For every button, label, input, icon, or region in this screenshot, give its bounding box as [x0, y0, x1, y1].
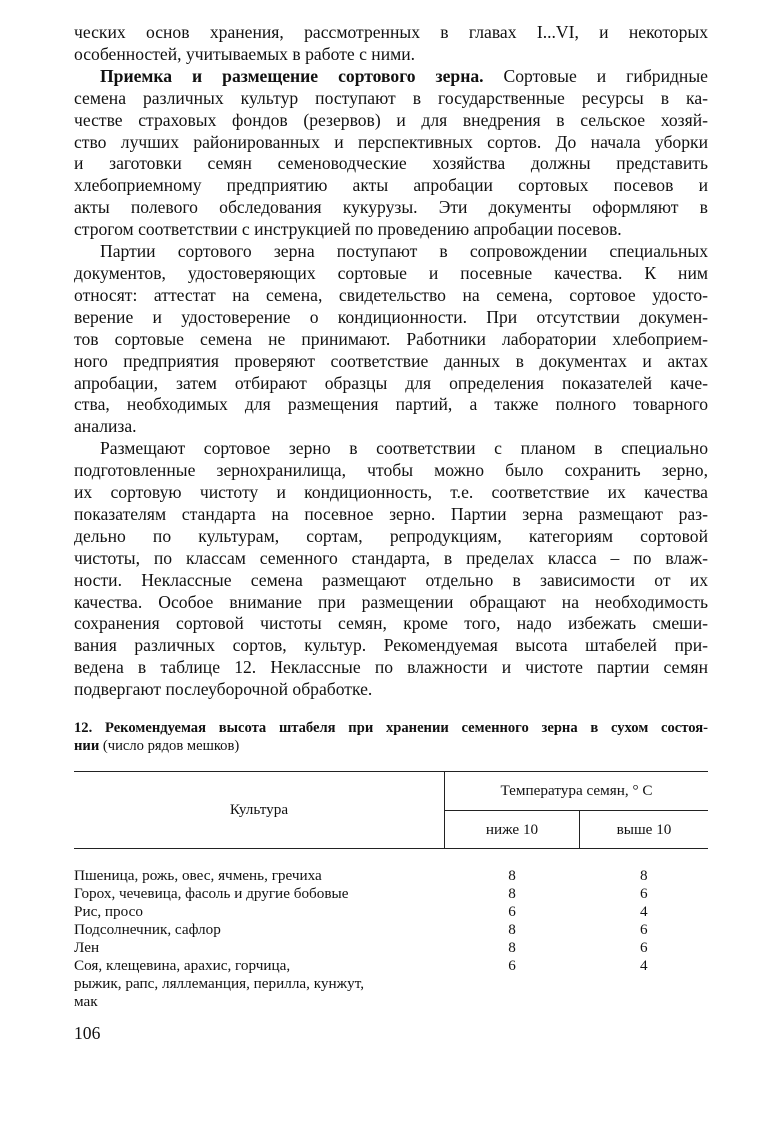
text-line: и заготовки семян семеноводческие хозяйства должны представить	[74, 153, 708, 174]
text-line: подвергают послеуборочной обработке.	[74, 679, 373, 700]
text-line: подготовленные зернохранилища, чтобы можно было сохранить зерно,	[74, 460, 708, 481]
text-fragment: Сортовые и гибридные	[503, 65, 708, 86]
cell-above-10	[580, 975, 709, 993]
table-row	[74, 957, 708, 975]
cell-above-10: 6	[639, 939, 648, 957]
page-content	[74, 22, 708, 1011]
column-header-below-10: ниже 10	[445, 811, 580, 849]
cell-culture: мак	[74, 993, 98, 1011]
text-line: ности. Неклассные семена размещают отдельно в зависимости от их	[74, 569, 708, 590]
table-row	[74, 867, 708, 885]
table-row	[74, 939, 708, 957]
text-line: относят: аттестат на семена, свидетельство на семена, сортовое удосто-	[74, 284, 708, 305]
cell-above-10: 6	[639, 885, 648, 903]
paragraph-documents	[74, 241, 708, 438]
cell-below-10	[445, 993, 580, 1011]
text-line: верение и удостоверение о кондиционности. При отсутствии докумен-	[74, 306, 708, 327]
cell-culture: Соя, клещевина, арахис, горчица,	[74, 957, 291, 975]
cell-below-10	[445, 975, 580, 993]
cell-above-10: 6	[639, 921, 648, 939]
text-line: ведена в таблице 12. Неклассные по влажности и чистоте партии семян	[74, 657, 708, 678]
stack-height-table	[74, 771, 708, 1011]
text-line: семена различных культур поступают в государственные ресурсы в ка-	[74, 87, 708, 108]
cell-above-10	[580, 993, 709, 1011]
cell-below-10: 6	[508, 957, 516, 975]
text-line: сохранения сортовой чистоты семян, кроме того, надо избежать смеши-	[74, 613, 708, 634]
cell-above-10: 4	[639, 957, 648, 975]
page-number: 106	[74, 1023, 101, 1043]
intro-paragraph	[74, 22, 708, 66]
cell-culture: Горох, чечевица, фасоль и другие бобовые	[74, 885, 349, 903]
text-line: ного предприятия проверяют соответствие данных в документах и актах	[74, 350, 708, 371]
text-line: дельно по культурам, сортам, репродукциям, категориям сортовой	[74, 525, 708, 546]
cell-culture: Подсолнечник, сафлор	[74, 921, 221, 939]
text-line: документов, удостоверяющих сортовые и посевные качества. К ним	[74, 262, 708, 283]
caption-bold-fragment: нии	[74, 738, 100, 755]
cell-culture: Пшеница, рожь, овес, ячмень, гречиха	[74, 867, 322, 885]
table-row	[74, 921, 708, 939]
text-line: честве страховых фондов (резервов) и для внедрения в сельское хозяй-	[74, 109, 708, 130]
section-title: Приемка и размещение сортового зерна.	[100, 65, 484, 86]
text-line: апробации, затем отбирают образцы для определения показателей каче-	[74, 372, 708, 393]
paragraph-placement	[74, 438, 708, 701]
cell-above-10: 4	[639, 903, 648, 921]
cell-below-10: 8	[508, 939, 516, 957]
paragraph-acceptance	[74, 66, 708, 241]
text-line: вания различных сортов, культур. Рекомендуемая высота штабелей при-	[74, 635, 708, 656]
text-line: анализа.	[74, 416, 137, 437]
text-line: ства, необходимых для размещения партий, а также полного товарного	[74, 394, 708, 415]
text-line: хлебоприемному предприятию акты апробации сортовых посевов и	[74, 175, 708, 196]
cell-culture: рыжик, рапс, ляллеманция, перилла, кунжут,	[74, 975, 365, 993]
text-line: их сортовую чистоту и кондиционность, т.е. соответствие их качества	[74, 482, 708, 503]
caption-line: 12. Рекомендуемая высота штабеля при хранении семенного зерна в сухом состоя-	[74, 720, 708, 737]
text-line: тов сортовые семена не принимают. Работники лаборатории хлебоприем-	[74, 328, 708, 349]
table-row	[74, 993, 708, 1011]
cell-above-10: 8	[639, 867, 648, 885]
cell-below-10: 8	[508, 885, 516, 903]
text-line: особенностей, учитываемых в работе с ними.	[74, 43, 416, 64]
cell-culture: Лен	[74, 939, 100, 957]
text-line: чистоты, по классам семенного стандарта, в пределах класса – по влаж-	[74, 547, 708, 568]
caption-normal-fragment: (число рядов мешков)	[99, 738, 240, 755]
text-line	[74, 66, 708, 88]
column-header-culture: Культура	[74, 772, 445, 849]
text-line: показателям стандарта на посевное зерно. Партии зерна размещают раз-	[74, 503, 708, 524]
table-row	[74, 903, 708, 921]
cell-below-10: 6	[508, 903, 516, 921]
cell-culture: Рис, просо	[74, 903, 143, 921]
text-line: строгом соответствии с инструкцией по проведению апробации посевов.	[74, 219, 622, 240]
text-line: ство лучших районированных и перспективных сортов. До начала уборки	[74, 131, 708, 152]
text-line: Размещают сортовое зерно в соответствии с планом в специально	[100, 438, 708, 459]
text-line: ческих основ хранения, рассмотренных в главах I...VI, и некоторых	[74, 22, 708, 42]
table-row	[74, 885, 708, 903]
column-header-temperature: Температура семян, ° С	[445, 772, 709, 811]
cell-below-10: 8	[508, 921, 516, 939]
table-row	[74, 975, 708, 993]
cell-below-10: 8	[508, 867, 516, 885]
caption-line	[74, 737, 708, 755]
text-line: Партии сортового зерна поступают в сопровождении специальных	[100, 241, 708, 262]
text-line: акты полевого обследования кукурузы. Эти документы оформляют в	[74, 197, 708, 218]
table-caption	[74, 719, 708, 755]
text-line: качества. Особое внимание при размещении обращают на необходимость	[74, 591, 708, 612]
column-header-above-10: выше 10	[580, 811, 709, 849]
